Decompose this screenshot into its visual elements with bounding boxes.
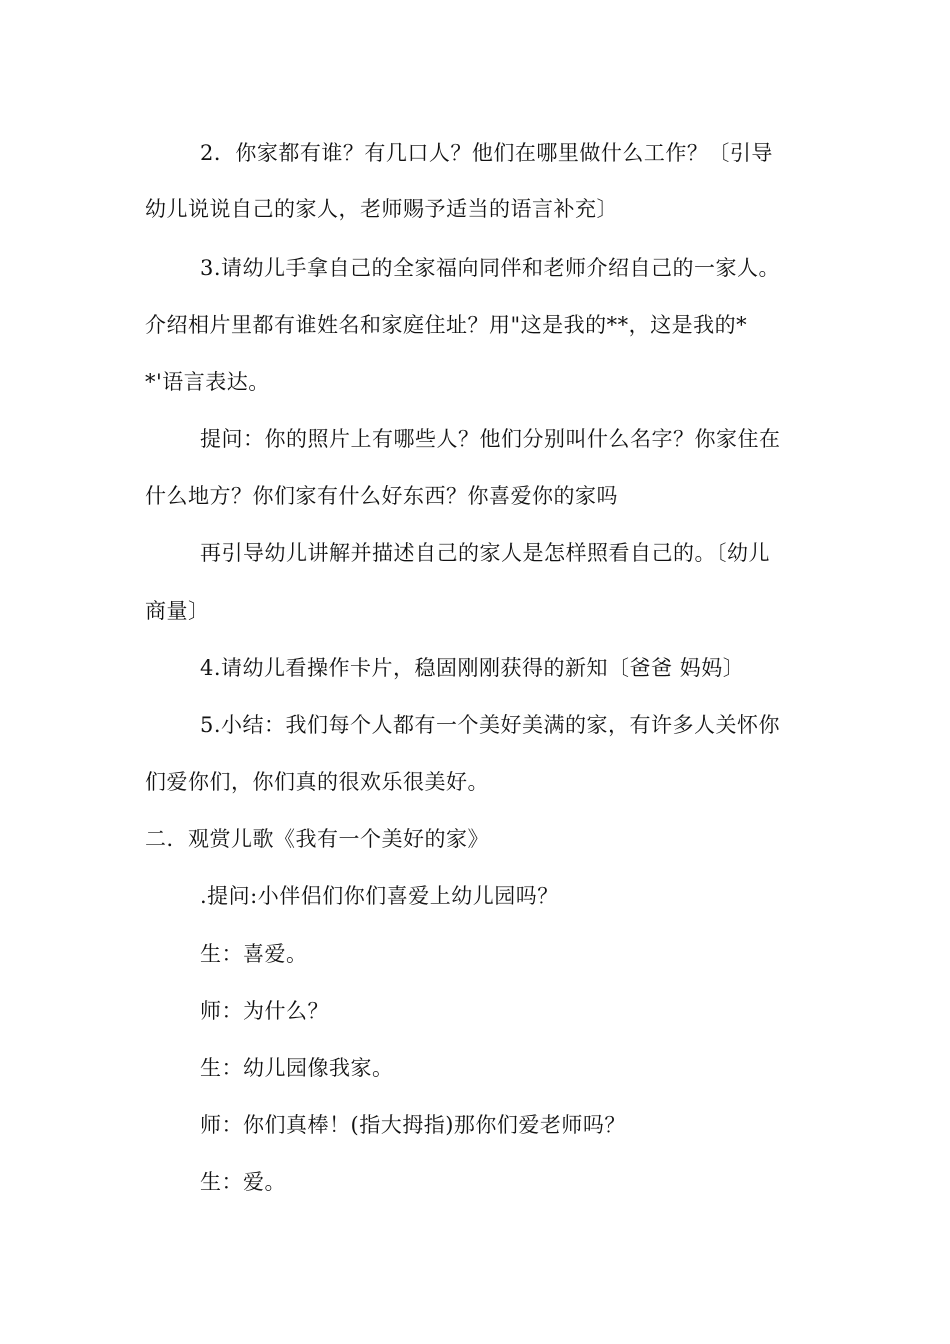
paragraph-line: 介绍相片里都有谁姓名和家庭住址？用"这是我的**，这是我的* [145, 313, 748, 337]
paragraph-line: .提问:小伴侣们你们喜爱上幼儿园吗？ [200, 884, 559, 908]
dialogue-line: 师：你们真棒！(指大拇指)那你们爱老师吗？ [200, 1113, 626, 1137]
paragraph-line: 幼儿说说自己的家人，老师赐予适当的语言补充〕 [145, 197, 618, 221]
paragraph-line: 提问：你的照片上有哪些人？他们分别叫什么名字？你家住在 [200, 427, 781, 451]
paragraph-line: 3.请幼儿手拿自己的全家福向同伴和老师介绍自己的一家人。 [200, 256, 781, 280]
paragraph-line: 2．你家都有谁？有几口人？他们在哪里做什么工作？〔引导 [200, 141, 773, 165]
dialogue-line: 生：爱。 [200, 1170, 286, 1194]
paragraph-line: 4.请幼儿看操作卡片，稳固刚刚获得的新知〔爸爸 妈妈〕 [200, 656, 745, 680]
paragraph-line: 再引导幼儿讲解并描述自己的家人是怎样照看自己的。〔幼儿 [200, 541, 770, 565]
paragraph-line: 什么地方？你们家有什么好东西？你喜爱你的家吗 [145, 484, 618, 508]
paragraph-line: *'语言表达。 [145, 370, 270, 394]
paragraph-line: 5.小结：我们每个人都有一个美好美满的家，有许多人关怀你 [200, 713, 781, 737]
paragraph-line: 们爱你们，你们真的很欢乐很美好。 [145, 770, 489, 794]
paragraph-line: 商量〕 [145, 599, 210, 623]
dialogue-line: 师：为什么？ [200, 999, 329, 1023]
section-heading: 二．观赏儿歌《我有一个美好的家》 [145, 827, 489, 851]
dialogue-line: 生：喜爱。 [200, 942, 308, 966]
dialogue-line: 生：幼儿园像我家。 [200, 1056, 394, 1080]
